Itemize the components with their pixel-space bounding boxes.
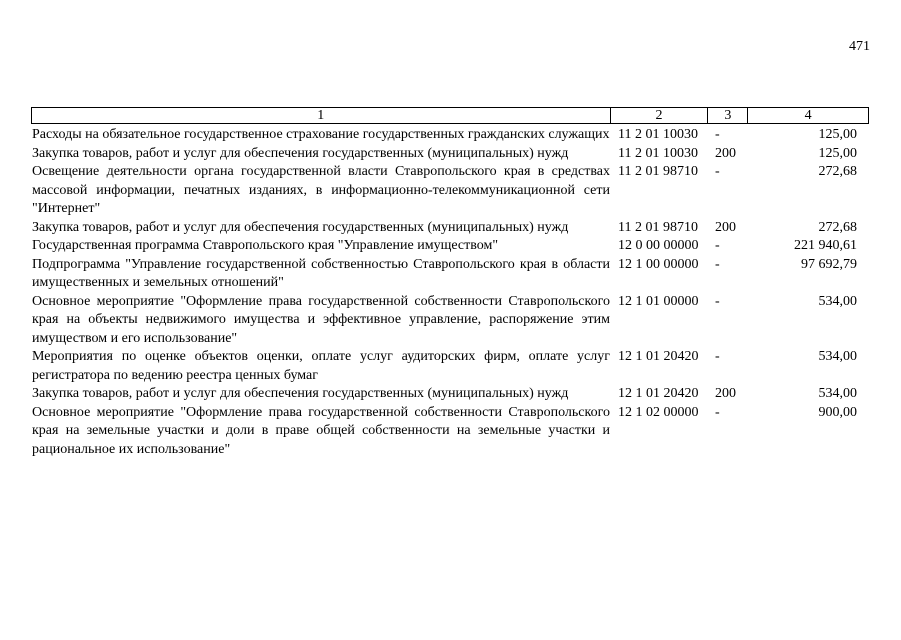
row-name: Закупка товаров, работ и услуг для обеспечения государственных (муниципальных) нужд <box>32 386 569 401</box>
header-col-4: 4 <box>747 108 868 123</box>
row-code: 12 1 02 00000 <box>618 404 699 420</box>
row-name: Расходы на обязательное государственное страхование государственных гражданских служащих <box>32 127 610 142</box>
row-name: Освещение деятельности органа государственной власти Ставропольского края в средствах массовой информации, печатных изданиях, в информационно-телекоммуникационной сети "Интернет" <box>32 164 610 216</box>
row-amount: 97 692,79 <box>801 256 857 272</box>
row-amount: 534,00 <box>818 349 857 364</box>
page-number: 471 <box>849 39 870 54</box>
row-type: - <box>715 349 720 364</box>
row-amount: 534,00 <box>818 293 857 309</box>
row-name: Закупка товаров, работ и услуг для обеспечения государственных (муниципальных) нужд <box>32 219 569 235</box>
row-code: 12 1 01 20420 <box>618 349 699 364</box>
row-code: 12 0 00 00000 <box>618 238 699 253</box>
row-type: 200 <box>715 219 736 235</box>
row-amount: 272,68 <box>818 164 857 179</box>
table-row <box>31 293 869 349</box>
row-name: Подпрограмма "Управление государственной собственностью Ставропольского края в области имущественных и земельных отношений" <box>32 256 610 290</box>
budget-table <box>31 107 869 459</box>
row-amount: 125,00 <box>818 127 857 142</box>
table-row <box>31 385 869 404</box>
table-row <box>31 126 869 145</box>
row-code: 11 2 01 10030 <box>618 127 698 142</box>
header-col-2: 2 <box>610 108 708 123</box>
row-type: - <box>715 256 720 272</box>
header-col-3: 3 <box>707 108 747 123</box>
row-name: Основное мероприятие "Оформление права государственной собственности Ставропольского края на земельные участки и доли в праве общей собственности на земельные участки и рациональное их использование" <box>32 404 610 457</box>
row-name: Государственная программа Ставропольского края "Управление имуществом" <box>32 238 499 253</box>
table-row <box>31 404 869 460</box>
table-row <box>31 237 869 256</box>
table-row <box>31 348 869 385</box>
row-code: 12 1 01 20420 <box>618 386 699 401</box>
row-amount: 272,68 <box>818 219 857 235</box>
table-row <box>31 145 869 164</box>
row-code: 11 2 01 98710 <box>618 219 698 235</box>
row-type: 200 <box>715 145 736 161</box>
table-row <box>31 256 869 293</box>
row-name: Мероприятия по оценке объектов оценки, оплате услуг аудиторских фирм, оплате услуг регистратора по ведению реестра ценных бумаг <box>32 349 610 383</box>
row-name: Закупка товаров, работ и услуг для обеспечения государственных (муниципальных) нужд <box>32 145 569 161</box>
row-code: 12 1 01 00000 <box>618 293 699 309</box>
row-amount: 900,00 <box>818 404 857 420</box>
table-row <box>31 219 869 238</box>
row-type: - <box>715 164 720 179</box>
row-amount: 221 940,61 <box>794 238 857 253</box>
header-col-1: 1 <box>317 108 325 123</box>
row-type: - <box>715 293 720 309</box>
row-type: - <box>715 238 720 253</box>
table-header <box>31 107 869 124</box>
row-amount: 125,00 <box>818 145 857 161</box>
row-type: - <box>715 127 720 142</box>
row-code: 11 2 01 98710 <box>618 164 698 179</box>
row-code: 11 2 01 10030 <box>618 145 698 161</box>
row-name: Основное мероприятие "Оформление права государственной собственности Ставропольского края на объекты недвижимого имущества и эффективное управление, распоряжение этим имуществом и его использование" <box>32 293 610 346</box>
table-body <box>31 124 869 459</box>
row-type: - <box>715 404 720 420</box>
row-code: 12 1 00 00000 <box>618 256 699 272</box>
row-amount: 534,00 <box>818 386 857 401</box>
row-type: 200 <box>715 386 736 401</box>
table-row <box>31 163 869 219</box>
